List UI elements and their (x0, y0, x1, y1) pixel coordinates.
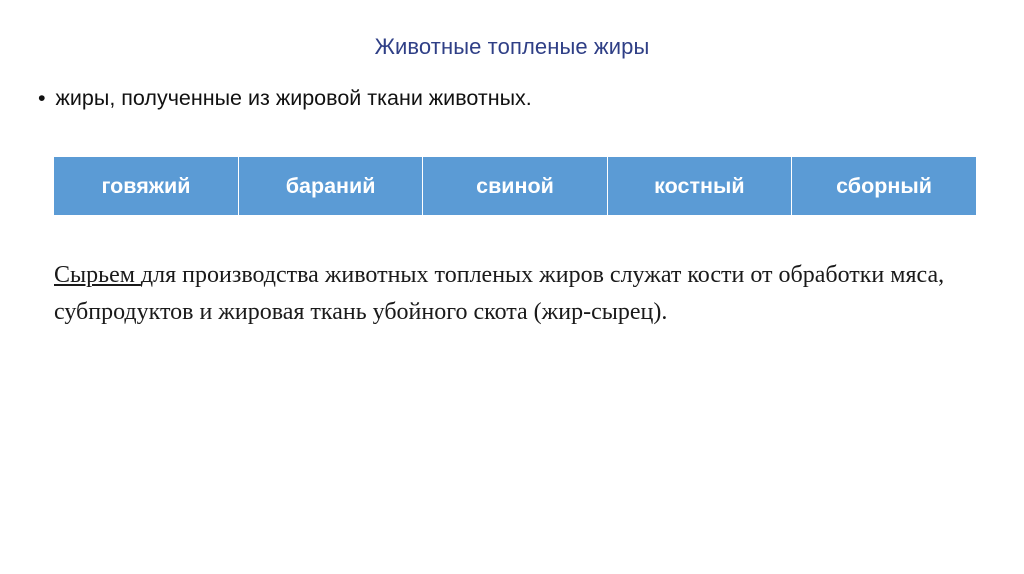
raw-material-paragraph (54, 257, 974, 331)
table-cell-beef: говяжий (54, 157, 238, 216)
bullet-text: жиры, полученные из жировой ткани животных. (55, 86, 532, 110)
underlined-term: Сырьем (54, 262, 141, 288)
slide-title: Животные топленые жиры (374, 34, 650, 59)
fat-types-table (54, 156, 976, 216)
table-row (54, 157, 976, 216)
bullet-icon: • (38, 86, 46, 110)
table-cell-mixed: сборный (792, 157, 976, 216)
table-cell-pork: свиной (423, 157, 607, 216)
bullet-item (38, 86, 532, 111)
table-cell-mutton: бараний (238, 157, 422, 216)
paragraph-text: для производства животных топленых жиров служат кости от обработки мяса, субпродуктов и жировая ткань убойного скота (жир-сырец). (54, 262, 945, 325)
table-cell-bone: костный (607, 157, 791, 216)
